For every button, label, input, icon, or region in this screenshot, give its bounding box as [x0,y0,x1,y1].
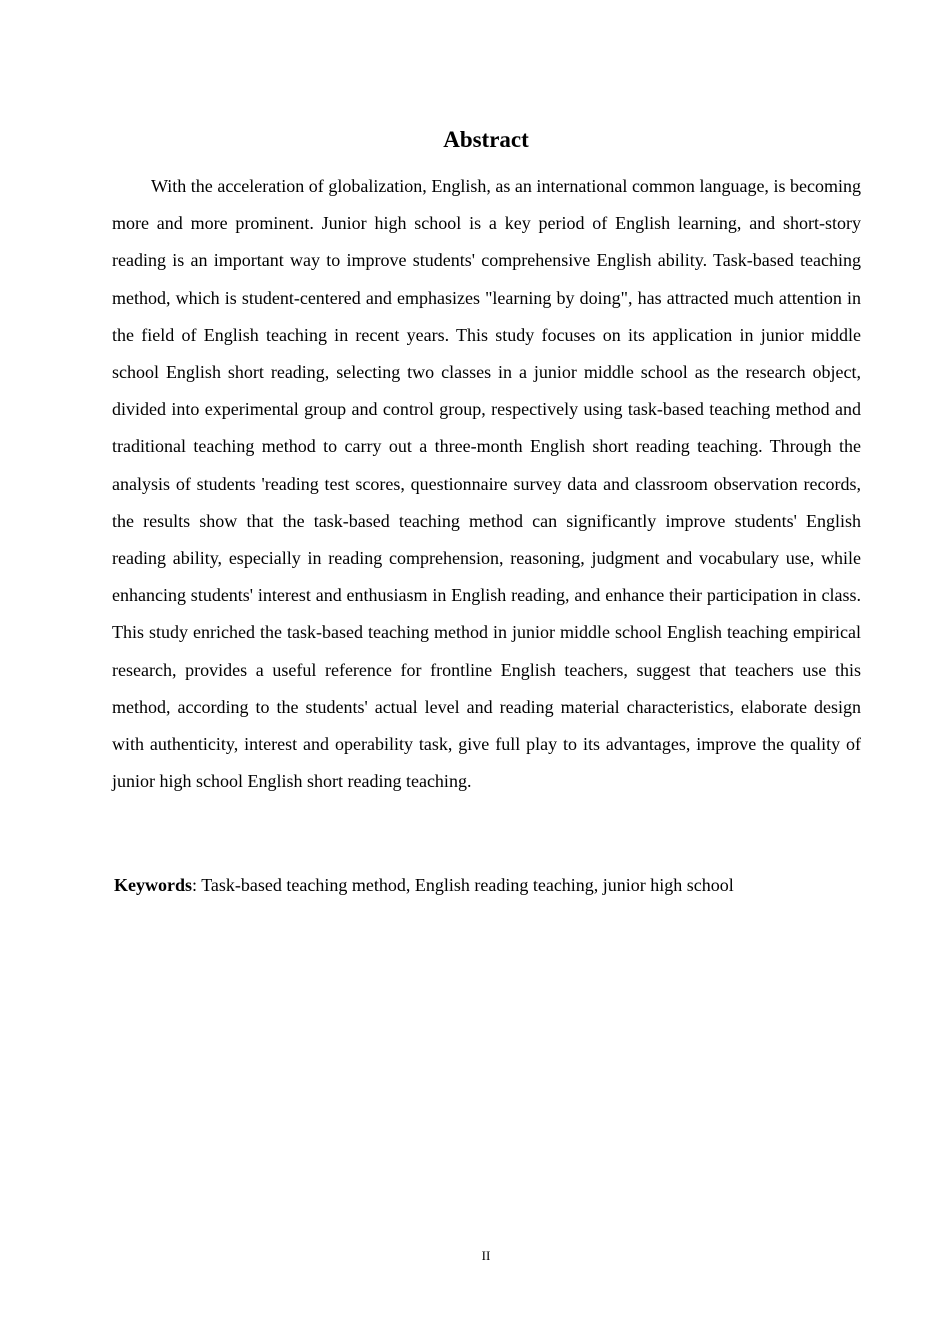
abstract-body: With the acceleration of globalization, English, as an international common language, is becoming more and more prominent. Junior high school is a key period of English learning, and short-story reading is an important way to improve students' comprehensive English ability. Task-based teaching method, which is student-centered and emphasizes "learning by doing", has attracted much attention in the field of English teaching in recent years. This study focuses on its application in junior middle school English short reading, selecting two classes in a junior middle school as the research object, divided into experimental group and control group, respectively using task-based teaching method and traditional teaching method to carry out a three-month English short reading teaching. Through the analysis of students 'reading test scores, questionnaire survey data and classroom observation records, the results show that the task-based teaching method can significantly improve students' English reading ability, especially in reading comprehension, reasoning, judgment and vocabulary use, while enhancing students' interest and enthusiasm in English reading, and enhance their participation in class. This study enriched the task-based teaching method in junior middle school English teaching empirical research, provides a useful reference for frontline English teachers, suggest that teachers use this method, according to the students' actual level and reading material characteristics, elaborate design with authenticity, interest and operability task, give full play to its advantages, improve the quality of junior high school English short reading teaching. [112,176,861,792]
abstract-title: Abstract [443,127,529,152]
keywords-label: Keywords [114,875,192,895]
keywords-separator: : [192,875,202,895]
keywords-text: Task-based teaching method, English reading teaching, junior high school [201,875,734,895]
page-number: II [481,1248,491,1263]
keywords-line [114,869,874,901]
